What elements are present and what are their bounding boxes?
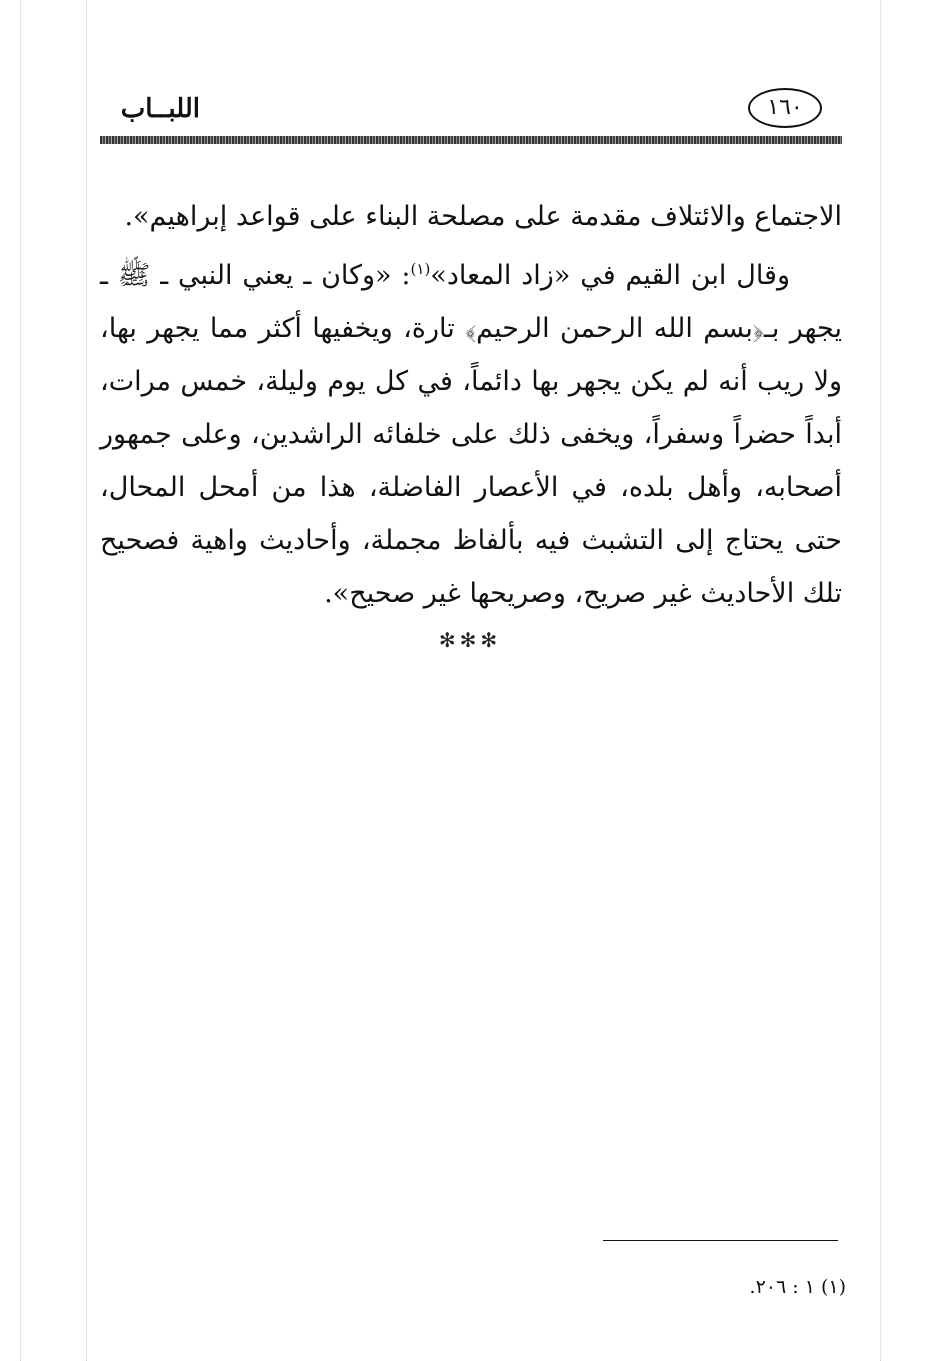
scan-artifact-line [86,0,87,1361]
paragraph-2-quote: : «وكان ـ يعني النبي ـ ﷺ ـ يجهر بـ﴿بسم الله الرحمن الرحيم﴾ تارة، ويخفيها أكثر مما يجهر بها، ولا ريب أنه لم يكن يجهر بها دائماً، في كل يوم وليلة، خمس مرات، أبداً حضراً وسفراً، ويخفى ذلك على خلفائه الراشدين، وعلى جمهور أصحابه، وأهل بلده، في الأعصار الفاضلة، هذا من أمحل المحال، حتى يحتاج إلى التشبث فيه بألفاظ مجملة، وأحاديث واهية فصحيح تلك الأحاديث غير صريح، وصريحها غير صحيح». [100,260,842,609]
footnote-marker: (١) [410,260,431,278]
scan-artifact-line [20,0,21,1361]
main-text [100,190,842,620]
section-separator: ✻✻✻ [438,628,502,652]
scan-artifact-line [880,0,881,1361]
paragraph-1: الاجتماع والائتلاف مقدمة على مصلحة البناء على قواعد إبراهيم». [124,201,842,232]
paragraph-2 [100,243,842,620]
footnote: (١) ١ : ٢٠٦. [749,1276,846,1298]
header-divider [100,136,842,144]
footnote-divider [603,1240,838,1241]
page-header [100,88,840,136]
page-number: ١٦٠ [748,88,822,128]
book-title: اللبــاب [120,94,200,124]
paragraph-2-lead: وقال ابن القيم في «زاد المعاد» [430,260,790,291]
